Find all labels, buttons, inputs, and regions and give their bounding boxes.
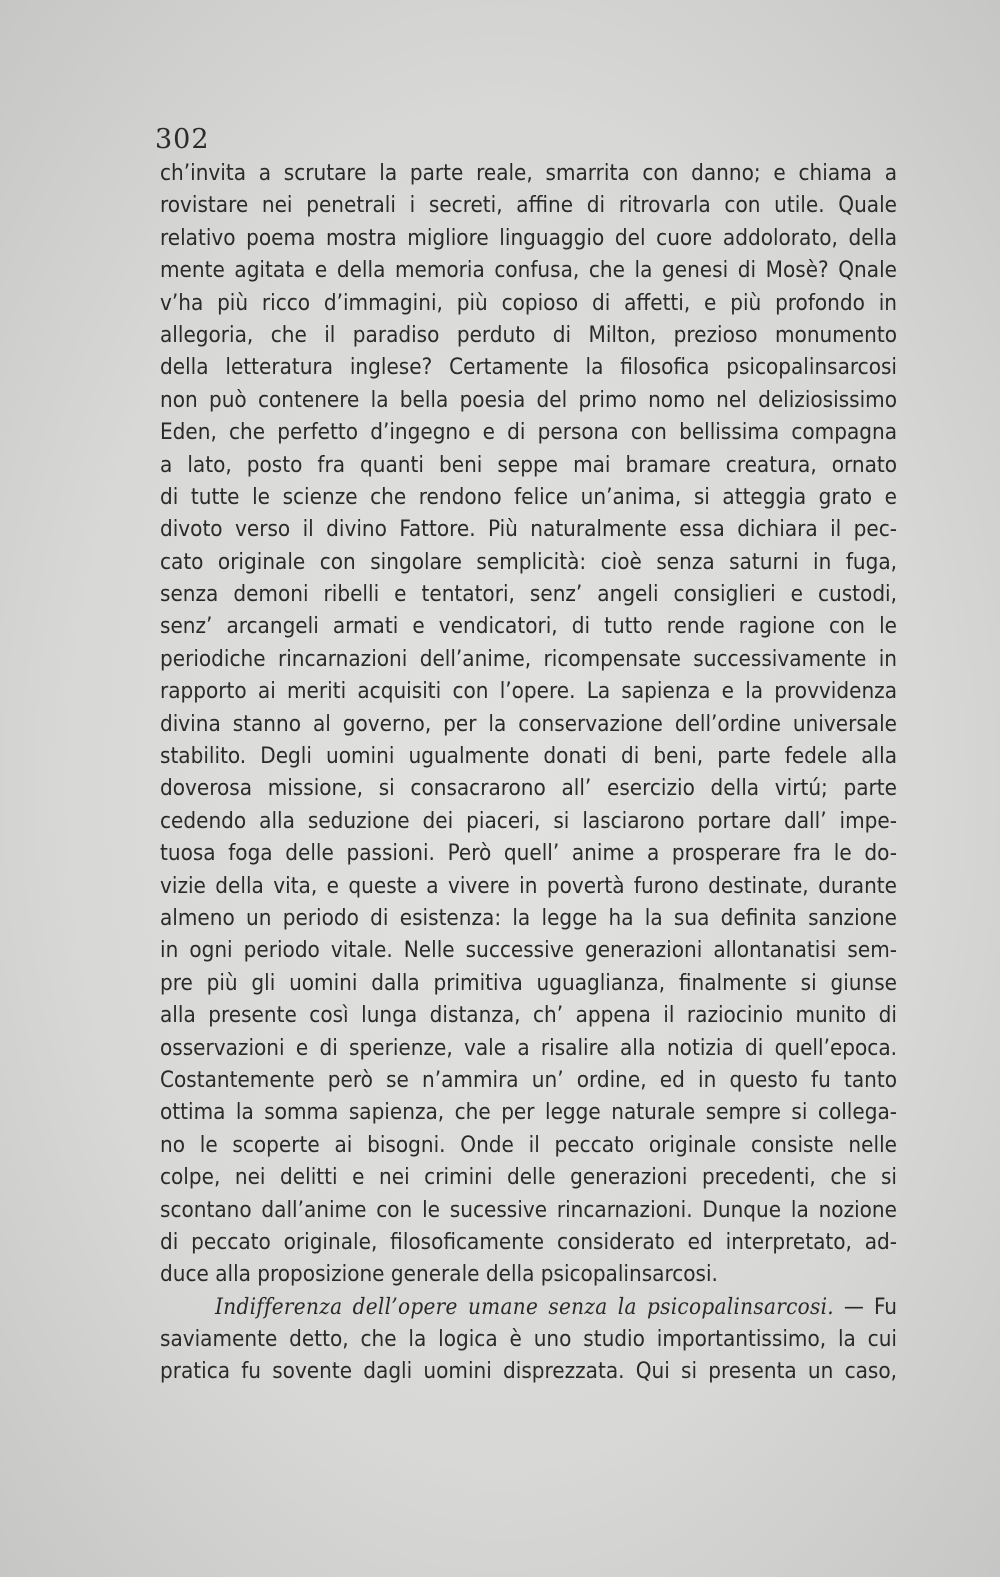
- text-line: ch’invita a scrutare la parte reale, smarrita con danno; e chiama a: [160, 160, 897, 186]
- text-line: periodiche rincarnazioni dell’anime, ricompensate successivamente in: [160, 645, 897, 672]
- text-line: alla presente così lunga distanza, ch’ appena il raziocinio munito di: [160, 1002, 897, 1029]
- text-line: saviamente detto, che la logica è uno studio importantissimo, la cui: [160, 1326, 897, 1353]
- text-line: senza demoni ribelli e tentatori, senz’ angeli consiglieri e custodi,: [160, 581, 897, 608]
- text-line: stabilito. Degli uomini ugualmente donati di beni, parte fedele alla: [160, 743, 897, 770]
- text-line: di peccato originale, filosoficamente considerato ed interpretato, ad-: [160, 1228, 897, 1255]
- text-line: ottima la somma sapienza, che per legge naturale sempre si collega-: [160, 1099, 897, 1126]
- text-line: divoto verso il divino Fattore. Più naturalmente essa dichiara il pec-: [160, 516, 897, 543]
- text-line: mente agitata e della memoria confusa, che la genesi di Mosè? Qnale: [160, 257, 897, 284]
- text-line: osservazioni e di sperienze, vale a risalire alla notizia di quell’epoca.: [160, 1034, 897, 1061]
- text-line: non può contenere la bella poesia del primo nomo nel deliziosissimo: [160, 386, 897, 413]
- section-heading-line: [160, 1291, 897, 1323]
- text-line: Costantemente però se n’ammira un’ ordine, ed in questo fu tanto: [160, 1066, 897, 1093]
- text-line: almeno un periodo di esistenza: la legge ha la sua definita sanzione: [160, 904, 897, 931]
- text-line: scontano dall’anime con le sucessive rincarnazioni. Dunque la nozione: [160, 1196, 897, 1223]
- text-line: divina stanno al governo, per la conservazione dell’ordine universale: [160, 710, 897, 737]
- text-line: rapporto ai meriti acquisiti con l’opere. La sapienza e la provvidenza: [160, 678, 897, 705]
- section-heading-dash: — Fu: [843, 1293, 897, 1320]
- text-line: pratica fu sovente dagli uomini disprezzata. Qui si presenta un caso,: [160, 1358, 897, 1385]
- text-line: v’ha più ricco d’immagini, più copioso di affetti, e più profondo in: [160, 289, 897, 316]
- text-line: Eden, che perfetto d’ingegno e di persona con bellissima compagna: [160, 419, 897, 446]
- text-line: tuosa foga delle passioni. Però quell’ anime a prosperare fra le do-: [160, 840, 897, 867]
- text-line: senz’ arcangeli armati e vendicatori, di tutto rende ragione con le: [160, 613, 897, 640]
- text-line: no le scoperte ai bisogni. Onde il peccato originale consiste nelle: [160, 1131, 897, 1158]
- paragraph-last-line: duce alla proposizione generale della psicopalinsarcosi.: [160, 1261, 718, 1288]
- text-line: rovistare nei penetrali i secreti, affine di ritrovarla con utile. Quale: [160, 192, 897, 219]
- text-line: di tutte le scienze che rendono felice un’anima, si atteggia grato e: [160, 483, 897, 510]
- text-line: colpe, nei delitti e nei crimini delle generazioni precedenti, che si: [160, 1164, 897, 1191]
- text-line: cato originale con singolare semplicità: cioè senza saturni in fuga,: [160, 548, 897, 575]
- page-number: 302: [155, 124, 210, 155]
- body-text: [160, 157, 897, 1388]
- text-line: in ogni periodo vitale. Nelle successive generazioni allontanatisi sem-: [160, 937, 897, 964]
- text-line: vizie della vita, e queste a vivere in povertà furono destinate, durante: [160, 872, 897, 899]
- text-line: allegoria, che il paradiso perduto di Milton, prezioso monumento: [160, 321, 897, 348]
- text-line: a lato, posto fra quanti beni seppe mai bramare creatura, ornato: [160, 451, 897, 478]
- text-line: relativo poema mostra migliore linguaggio del cuore addolorato, della: [160, 224, 897, 251]
- text-line: della letteratura inglese? Certamente la filosofica psicopalinsarcosi: [160, 354, 897, 381]
- text-line: pre più gli uomini dalla primitiva uguaglianza, finalmente si giunse: [160, 969, 897, 996]
- text-line: cedendo alla seduzione dei piaceri, si lasciarono portare dall’ impe-: [160, 807, 897, 834]
- text-line: doverosa missione, si consacrarono all’ esercizio della virtú; parte: [160, 775, 897, 802]
- section-heading: Indifferenza dell’opere umane senza la psicopalinsarcosi.: [215, 1293, 834, 1320]
